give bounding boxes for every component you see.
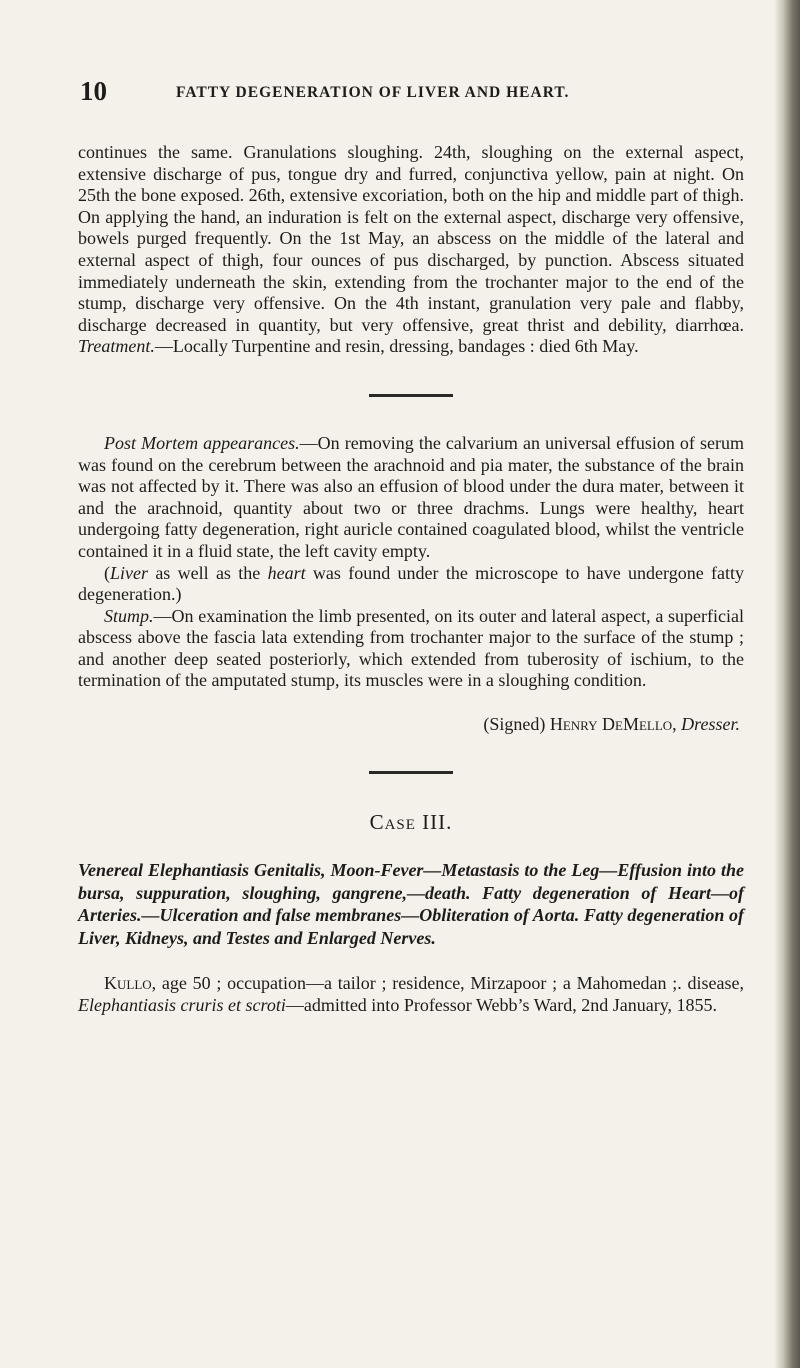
case-subtitle: Venereal Elephantiasis Genitalis, Moon-Fever—Metastasis to the Leg—Effusion into the bursa, suppuration, sloughing, gangrene,—death. Fatty degeneration of Heart—of Arteries.—Ulceration and false membranes—Obliteration of Aorta. Fatty degeneration of Liver, Kidneys, and Testes and Enlarged Nerves.	[78, 860, 744, 948]
post-mortem-label: Post Mortem appearances.	[104, 432, 300, 453]
signer-name: Henry DeMello	[549, 714, 673, 735]
microscope-mid: as well as the	[148, 562, 268, 583]
signer-role: Dresser.	[681, 714, 740, 735]
running-head: FATTY DEGENERATION OF LIVER AND HEART.	[176, 84, 570, 101]
stump-label: Stump.	[104, 605, 154, 626]
heart-term: heart	[267, 562, 306, 583]
patient-name: Kullo	[104, 973, 152, 994]
disease-name: Elephantiasis cruris et scroti	[78, 994, 286, 1015]
post-mortem-paragraph	[78, 433, 744, 563]
section-divider	[369, 394, 453, 397]
section-divider	[369, 771, 453, 774]
admission-text: —admitted into Professor Webb’s Ward, 2nd January, 1855.	[285, 994, 718, 1015]
paragraph-text: continues the same. Granulations sloughing. 24th, sloughing on the external aspect, extensive discharge of pus, tongue dry and furred, conjunctiva yellow, pain at night. On 25th the bone exposed. 26th, extensive excoriation, both on the hip and middle part of thigh. On applying the hand, an induration is felt on the external aspect, discharge very offensive, bowels purged frequently. On the 1st May, an abscess on the middle of the lateral and external aspect of thigh, four ounces of pus discharged, by punction. Abscess situated immediately underneath the skin, extending from the trochanter major to the end of the stump, discharge very offensive. On the 4th instant, granulation very pale and flabby, discharge decreased in quantity, but very offensive, great thrist and debility, diarrhœa.	[78, 142, 744, 335]
microscope-rest: was found under the microscope to have undergone fatty degeneration.)	[78, 562, 745, 605]
post-mortem-text: —On removing the calvarium an universal effusion of serum was found on the cerebrum between the arachnoid and pia mater, the substance of the brain was not affected by it. There was also an effusion of blood under the dura mater, between it and the arachnoid, quantity about two or three drachms. Lungs were healthy, heart undergoing fatty degeneration, right auricle contained coagulated blood, whilst the ventricle contained it in a fluid state, the left cavity empty.	[78, 432, 744, 561]
stump-paragraph	[78, 606, 744, 692]
case-title: Case III.	[369, 810, 453, 835]
page-edge-shadow	[774, 0, 800, 1368]
book-page	[78, 78, 744, 1016]
case-intro-paragraph	[78, 973, 744, 1016]
case-intro-text: , age 50 ; occupation—a tailor ; residence, Mirzapoor ; a Mahomedan ;. disease,	[151, 973, 744, 994]
signature-prefix: (Signed)	[483, 714, 550, 735]
stump-text: —On examination the limb presented, on its outer and lateral aspect, a superficial abscess above the fascia lata extending from trochanter major to the surface of the stump ; and another deep seated posteriorly, which extended from tuberosity of ischium, to the termination of the amputated stump, its muscles were in a sloughing condition.	[78, 605, 744, 691]
paragraph-continuation	[78, 142, 744, 358]
page-header	[78, 78, 744, 122]
signature-line	[78, 714, 744, 735]
page-number: 10	[80, 76, 107, 106]
treatment-text: —Locally Turpentine and resin, dressing, bandages : died 6th May.	[154, 336, 639, 357]
paren-open: (	[104, 562, 110, 583]
signature-comma: ,	[672, 714, 682, 735]
liver-term: Liver	[110, 562, 148, 583]
microscope-paragraph	[78, 563, 744, 606]
treatment-label: Treatment.	[78, 336, 155, 357]
